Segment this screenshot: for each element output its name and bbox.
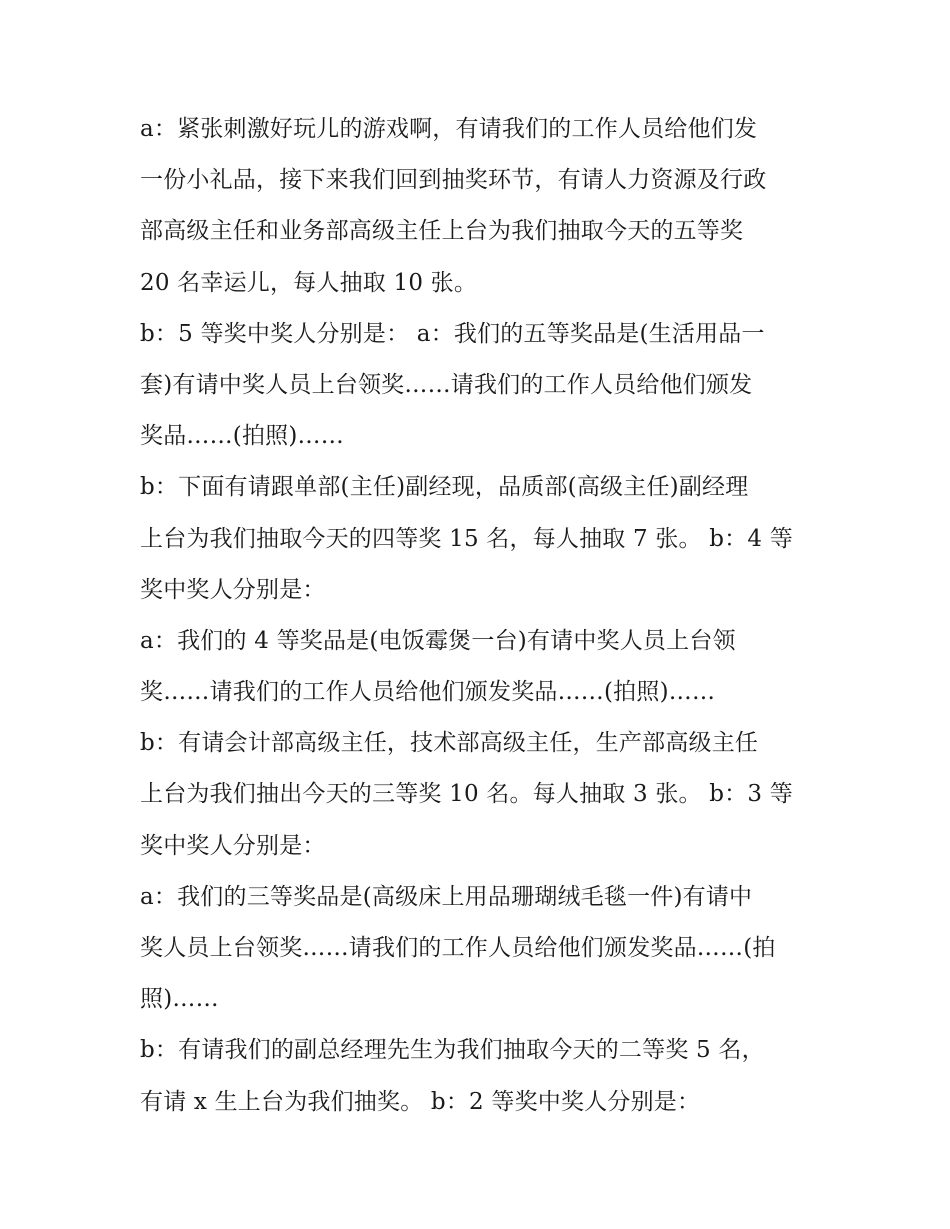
text-line: 奖……请我们的工作人员给他们颁发奖品……(拍照)…… — [140, 679, 716, 706]
text-line: 套)有请中奖人员上台领奖……请我们的工作人员给他们颁发 — [140, 371, 753, 398]
document-body — [140, 104, 820, 1128]
text-line: b：有请会计部高级主任，技术部高级主任，生产部高级主任 — [140, 730, 759, 757]
text-line: a：紧张刺激好玩儿的游戏啊，有请我们的工作人员给他们发 — [140, 116, 758, 142]
text-line: 有请 x 生上台为我们抽奖。 b：2 等奖中奖人分别是： — [140, 1088, 701, 1115]
text-line: 奖人员上台领奖……请我们的工作人员给他们颁发奖品……(拍 — [140, 935, 776, 961]
text-line: a：我们的 4 等奖品是(电饭霉煲一台)有请中奖人员上台领 — [140, 627, 736, 654]
text-line: 照)…… — [140, 986, 219, 1013]
text-line: b：5 等奖中奖人分别是： a：我们的五等奖品是(生活用品一 — [140, 320, 765, 347]
text-line: 上台为我们抽出今天的三等奖 10 名。每人抽取 3 张。 b：3 等 — [140, 781, 793, 808]
text-line: 一份小礼品，接下来我们回到抽奖环节，有请人力资源及行政 — [140, 167, 767, 194]
text-line: 20 名幸运儿，每人抽取 10 张。 — [140, 269, 478, 296]
text-line: 奖品……(拍照)…… — [140, 423, 344, 450]
text-line: 奖中奖人分别是： — [140, 576, 326, 603]
text-line: 部高级主任和业务部高级主任上台为我们抽取今天的五等奖 — [140, 218, 744, 245]
text-line: b：有请我们的副总经理先生为我们抽取今天的二等奖 5 名， — [140, 1037, 765, 1064]
text-line: 奖中奖人分别是： — [140, 832, 326, 859]
text-line: b：下面有请跟单部(主任)副经现，品质部(高级主任)副经理 — [140, 474, 749, 501]
text-line: 上台为我们抽取今天的四等奖 15 名，每人抽取 7 张。 b：4 等 — [140, 525, 793, 552]
text-line: a：我们的三等奖品是(高级床上用品珊瑚绒毛毯一件)有请中 — [140, 883, 753, 910]
